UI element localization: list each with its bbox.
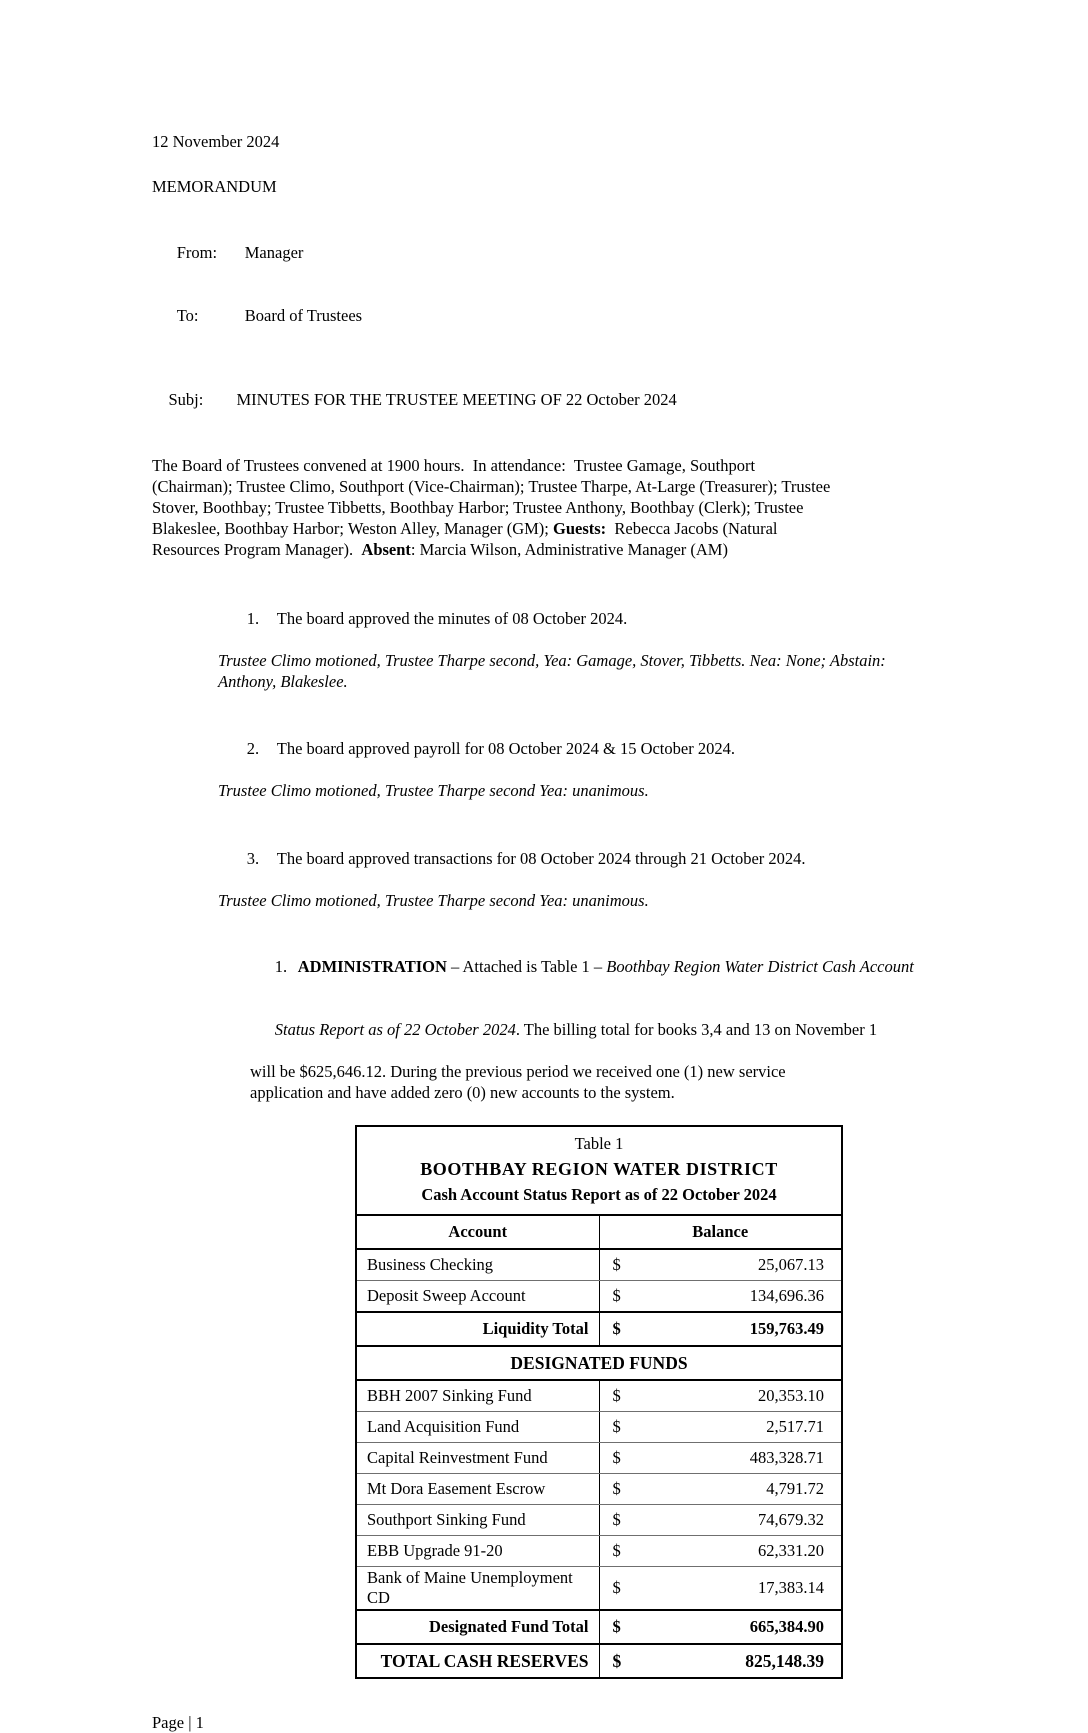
amount: 25,067.13 — [758, 1255, 824, 1274]
table-row — [356, 1249, 842, 1281]
currency-symbol: $ — [612, 1286, 621, 1305]
to-row — [152, 284, 1028, 347]
to-value: Board of Trustees — [244, 306, 363, 325]
currency-symbol: $ — [612, 1479, 621, 1498]
motion-text: 2. The board approved payroll for 08 October 2024 & 15 October 2024. — [246, 739, 735, 758]
total-label: Liquidity Total — [356, 1312, 599, 1346]
table-row — [356, 1536, 842, 1567]
table-row — [356, 1505, 842, 1536]
attendance-line: (Chairman); Trustee Climo, Southport (Vice-Chairman); Trustee Tharpe, At-Large (Treasurer); Trustee — [152, 477, 831, 496]
subject-row — [152, 368, 1028, 431]
currency-symbol: $ — [612, 1417, 621, 1436]
subject-value: MINUTES FOR THE TRUSTEE MEETING OF 22 October 2024 — [236, 390, 677, 409]
table-row — [356, 1380, 842, 1412]
table-header-row — [356, 1215, 842, 1249]
total-cash-reserves-row — [356, 1644, 842, 1678]
motion-vote-detail: Trustee Climo motioned, Trustee Tharpe second Yea: unanimous. — [218, 891, 649, 910]
currency-symbol: $ — [612, 1510, 621, 1529]
motion-item-3 — [152, 827, 1028, 911]
motion-item-1 — [152, 587, 1028, 692]
currency-symbol: $ — [612, 1255, 621, 1274]
balance-cell — [599, 1281, 842, 1313]
currency-symbol: $ — [612, 1650, 622, 1671]
amount: 62,331.20 — [758, 1541, 824, 1560]
account-cell: Land Acquisition Fund — [356, 1412, 599, 1443]
balance-cell — [599, 1644, 842, 1678]
administration-number: 1. — [274, 957, 288, 976]
amount: 17,383.14 — [758, 1578, 824, 1597]
account-cell: BBH 2007 Sinking Fund — [356, 1380, 599, 1412]
from-label: From: — [176, 243, 218, 262]
administration-section — [152, 935, 1028, 1103]
account-column-header: Account — [356, 1215, 599, 1249]
amount: 74,679.32 — [758, 1510, 824, 1529]
account-cell: Bank of Maine Unemployment CD — [356, 1567, 599, 1611]
attendance-line: Stover, Boothbay; Trustee Tibbetts, Boothbay Harbor; Trustee Anthony, Boothbay (Clerk); Trustee — [152, 498, 804, 517]
designated-funds-header-row — [356, 1346, 842, 1380]
subject-label: Subj: — [168, 390, 204, 409]
motion-vote-detail: Trustee Climo motioned, Trustee Tharpe second Yea: unanimous. — [218, 781, 649, 800]
motion-number: 2. — [246, 739, 260, 758]
motion-text: 1. The board approved the minutes of 08 October 2024. — [246, 609, 628, 628]
table-row — [356, 1567, 842, 1611]
table-row — [356, 1443, 842, 1474]
balance-cell — [599, 1312, 842, 1346]
balance-column-header: Balance — [599, 1215, 842, 1249]
motion-vote-detail: Trustee Climo motioned, Trustee Tharpe second, Yea: Gamage, Stover, Tibbetts. Nea: None; Abstain: — [218, 651, 886, 670]
table-row — [356, 1474, 842, 1505]
to-label: To: — [176, 306, 199, 325]
total-label: Designated Fund Total — [356, 1610, 599, 1644]
amount: 2,517.71 — [766, 1417, 824, 1436]
report-title-italic: Boothbay Region Water District Cash Account — [606, 957, 914, 976]
account-cell: Business Checking — [356, 1249, 599, 1281]
liquidity-total-row — [356, 1312, 842, 1346]
section-header: DESIGNATED FUNDS — [356, 1346, 842, 1380]
attendance-line: Resources Program Manager). Absent: Marcia Wilson, Administrative Manager (AM) — [152, 540, 728, 559]
attendance-line: The Board of Trustees convened at 1900 hours. In attendance: Trustee Gamage, Southport — [152, 456, 756, 475]
attendance-paragraph — [152, 455, 1028, 560]
from-value: Manager — [244, 243, 304, 262]
attendance-line: Blakeslee, Boothbay Harbor; Weston Alley, Manager (GM); Guests: Rebecca Jacobs (Natural — [152, 519, 778, 538]
amount: 159,763.49 — [749, 1319, 824, 1338]
currency-symbol: $ — [612, 1386, 621, 1405]
amount: 665,384.90 — [749, 1617, 824, 1636]
motion-number: 1. — [246, 609, 260, 628]
motion-text: 3. The board approved transactions for 08 October 2024 through 21 October 2024. — [246, 849, 806, 868]
balance-cell — [599, 1474, 842, 1505]
balance-cell — [599, 1412, 842, 1443]
administration-text-line: Status Report as of 22 October 2024. The billing total for books 3,4 and 13 on November 1 — [274, 1020, 878, 1039]
amount: 134,696.36 — [749, 1286, 824, 1305]
administration-text-line: application and have added zero (0) new accounts to the system. — [250, 1083, 675, 1102]
balance-cell — [599, 1536, 842, 1567]
guests-label: Guests: — [553, 519, 607, 538]
memo-date: 12 November 2024 — [152, 132, 280, 151]
address-block — [152, 221, 1028, 347]
designated-total-row — [356, 1610, 842, 1644]
amount: 20,353.10 — [758, 1386, 824, 1405]
total-label: TOTAL CASH RESERVES — [356, 1644, 599, 1678]
page-footer: Page | 1 — [152, 1713, 204, 1732]
table-row — [356, 1412, 842, 1443]
motion-item-2 — [152, 717, 1028, 801]
currency-symbol: $ — [612, 1578, 621, 1597]
balance-cell — [599, 1443, 842, 1474]
amount: 4,791.72 — [766, 1479, 824, 1498]
administration-text-line: will be $625,646.12. During the previous period we received one (1) new service — [250, 1062, 786, 1081]
absent-label: Absent — [361, 540, 411, 559]
currency-symbol: $ — [612, 1319, 621, 1338]
table-number: Table 1 — [574, 1134, 624, 1153]
account-cell: Capital Reinvestment Fund — [356, 1443, 599, 1474]
balance-cell — [599, 1567, 842, 1611]
currency-symbol: $ — [612, 1617, 621, 1636]
account-cell: Mt Dora Easement Escrow — [356, 1474, 599, 1505]
balance-cell — [599, 1505, 842, 1536]
table-org-title: BOOTHBAY REGION WATER DISTRICT — [420, 1159, 778, 1179]
amount: 483,328.71 — [749, 1448, 824, 1467]
administration-heading: ADMINISTRATION — [297, 957, 447, 976]
currency-symbol: $ — [612, 1541, 621, 1560]
table-report-title: Cash Account Status Report as of 22 October 2024 — [421, 1185, 777, 1204]
balance-cell — [599, 1610, 842, 1644]
motion-number: 3. — [246, 849, 260, 868]
balance-cell — [599, 1249, 842, 1281]
table-caption-row — [356, 1126, 842, 1215]
amount: 825,148.39 — [745, 1650, 824, 1671]
account-cell: Southport Sinking Fund — [356, 1505, 599, 1536]
administration-heading-line: 1. ADMINISTRATION – Attached is Table 1 – Boothbay Region Water District Cash Account — [274, 957, 914, 976]
motion-vote-detail: Anthony, Blakeslee. — [218, 672, 348, 691]
account-cell: Deposit Sweep Account — [356, 1281, 599, 1313]
from-row — [152, 221, 1028, 284]
table-row — [356, 1281, 842, 1313]
memo-title: MEMORANDUM — [152, 177, 277, 196]
account-cell: EBB Upgrade 91-20 — [356, 1536, 599, 1567]
cash-account-table — [355, 1125, 843, 1679]
currency-symbol: $ — [612, 1448, 621, 1467]
balance-cell — [599, 1380, 842, 1412]
